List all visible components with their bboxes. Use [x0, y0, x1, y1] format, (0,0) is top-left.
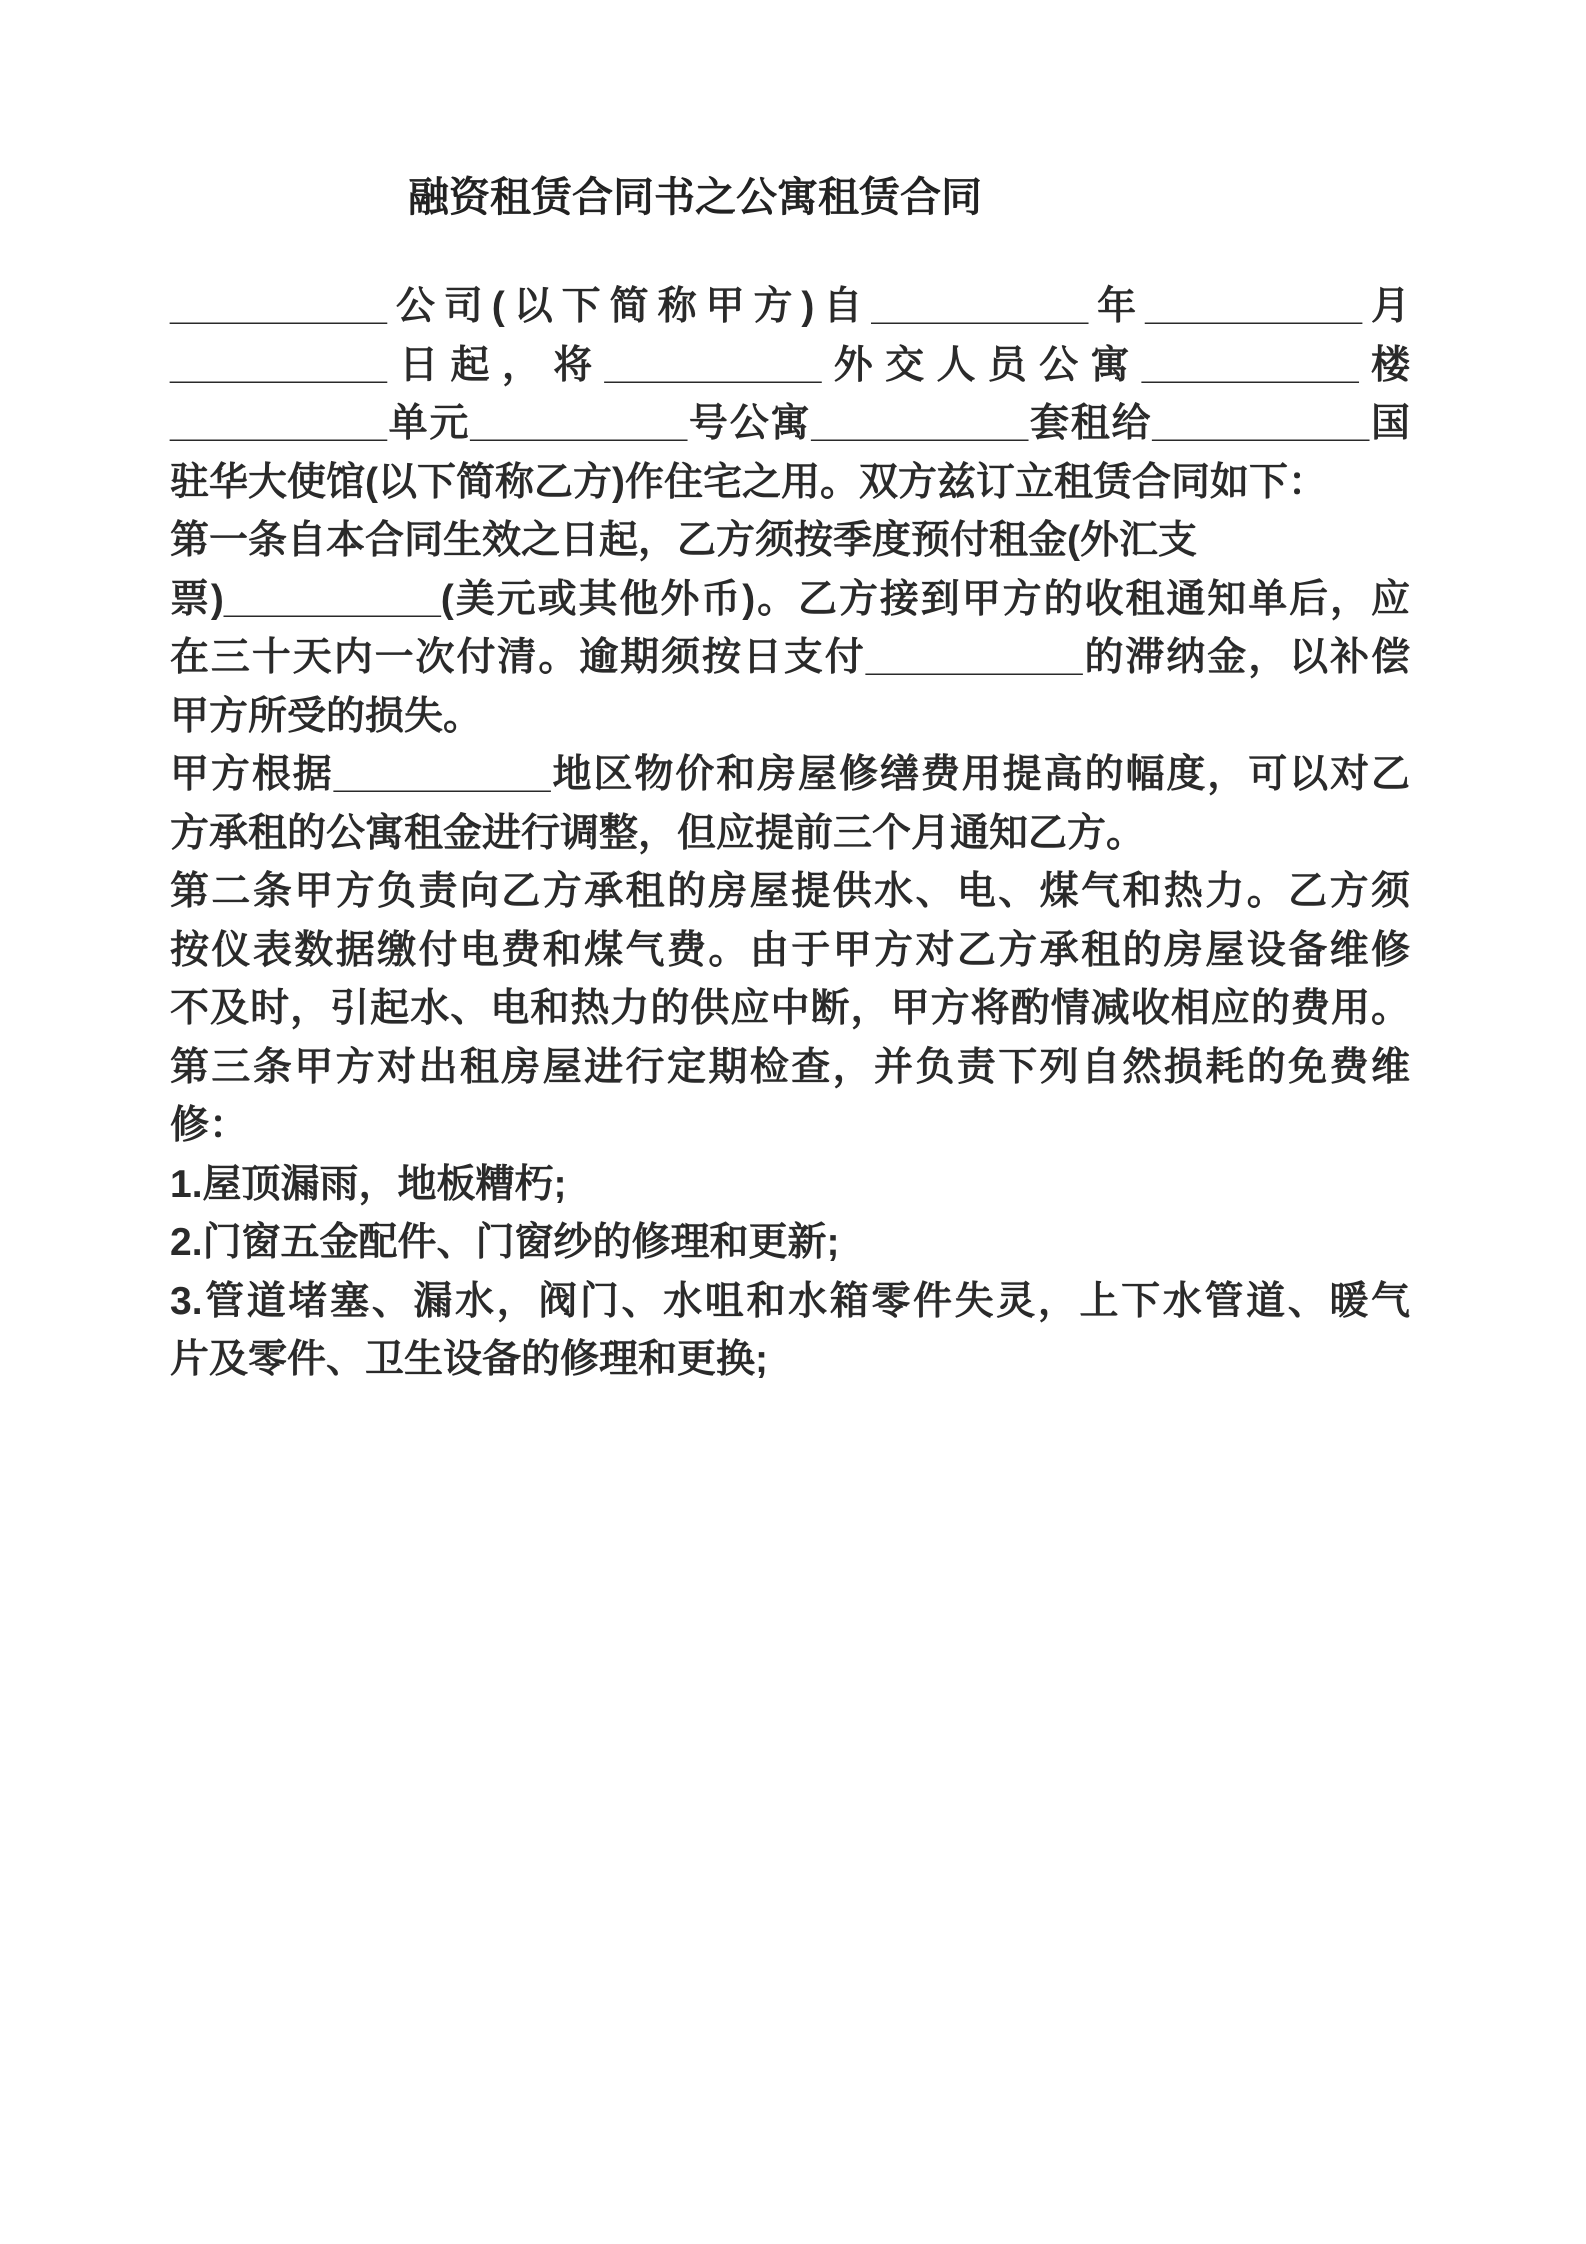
- paragraph-article-3: [170, 1039, 1410, 1156]
- contract-line: 甲方所受的损失。: [170, 694, 483, 738]
- contract-line: 片及零件、卫生设备的修理和更换;: [170, 1338, 768, 1381]
- contract-line: 甲方根据__________地区物价和房屋修缮费用提高的幅度，可以对乙: [170, 753, 1410, 796]
- contract-line: __________日起，将__________外交人员公寓__________楼: [170, 343, 1410, 387]
- contract-line: 第二条甲方负责向乙方承租的房屋提供水、电、煤气和热力。乙方须: [170, 870, 1410, 913]
- contract-line: 3.管道堵塞、漏水，阀门、水咀和水箱零件失灵，上下水管道、暖气: [170, 1279, 1410, 1323]
- contract-line: 不及时，引起水、电和热力的供应中断，甲方将酌情减收相应的费用。: [170, 987, 1410, 1030]
- list-item-3: [170, 1273, 1410, 1390]
- contract-line: __________公司(以下简称甲方)自__________年__________月: [170, 285, 1410, 328]
- contract-line: 方承租的公寓租金进行调整，但应提前三个月通知乙方。: [170, 811, 1146, 855]
- contract-line: 票)__________(美元或其他外币)。乙方接到甲方的收租通知单后，应: [170, 577, 1410, 621]
- contract-line: 第一条自本合同生效之日起，乙方须按季度预付租金(外汇支: [170, 519, 1197, 562]
- paragraph-article-2: [170, 863, 1410, 1039]
- list-item-2: [170, 1214, 1410, 1273]
- contract-line: 1.屋顶漏雨，地板糟朽;: [170, 1162, 567, 1206]
- document-title: 融资租赁合同书之公寓租赁合同: [408, 174, 982, 221]
- contract-line: 第三条甲方对出租房屋进行定期检查，并负责下列自然损耗的免费维: [170, 1045, 1410, 1089]
- paragraph-intro: [170, 278, 1410, 512]
- contract-line: 2.门窗五金配件、门窗纱的修理和更新;: [170, 1221, 840, 1264]
- contract-line: __________单元__________号公寓__________套租给__________国: [170, 402, 1410, 445]
- paragraph-rent-adjustment: [170, 746, 1410, 863]
- contract-line: 按仪表数据缴付电费和煤气费。由于甲方对乙方承租的房屋设备维修: [170, 928, 1410, 972]
- contract-line: 在三十天内一次付清。逾期须按日支付__________的滞纳金，以补偿: [170, 636, 1410, 679]
- contract-line: 修：: [170, 1104, 249, 1147]
- list-item-1: [170, 1156, 1410, 1215]
- document-body: [170, 278, 1410, 1390]
- paragraph-article-1: [170, 512, 1410, 746]
- contract-line: 驻华大使馆(以下简称乙方)作住宅之用。双方兹订立租赁合同如下：: [170, 460, 1327, 504]
